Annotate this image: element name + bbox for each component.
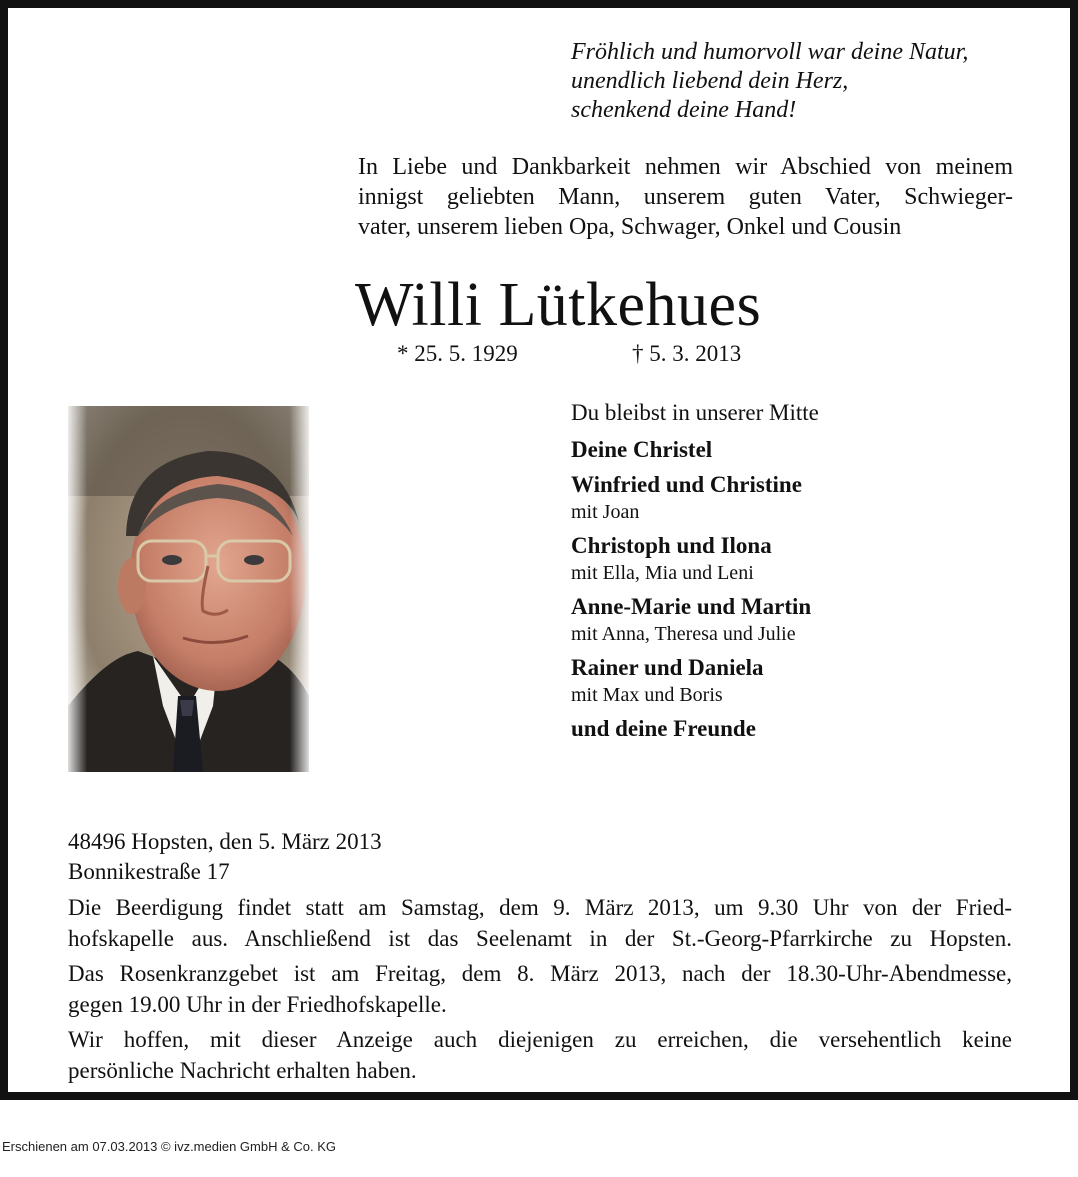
notice-paragraph bbox=[68, 1024, 1012, 1086]
mourner-children: mit Max und Boris bbox=[571, 684, 723, 706]
mourner-name: Rainer und Daniela bbox=[571, 655, 764, 680]
portrait-photo bbox=[68, 406, 309, 772]
mourner-children: mit Ella, Mia und Leni bbox=[571, 562, 754, 584]
poem-line: Fröhlich und humorvoll war deine Natur, bbox=[571, 39, 969, 65]
paragraph-line: persönliche Nachricht erhalten haben. bbox=[68, 1058, 417, 1083]
place-date: 48496 Hopsten, den 5. März 2013 bbox=[68, 829, 382, 854]
publication-footer: Erschienen am 07.03.2013 © ivz.medien GmbH & Co. KG bbox=[2, 1139, 337, 1154]
mourner-group bbox=[571, 593, 819, 647]
death-date: † 5. 3. 2013 bbox=[632, 341, 742, 366]
mourner-name: Christoph und Ilona bbox=[571, 533, 772, 558]
paragraph-line: Das Rosenkranzgebet ist am Freitag, dem 8. März 2013, nach der 18.30-Uhr-Abendmesse, bbox=[68, 961, 1012, 986]
mourner-group bbox=[571, 532, 819, 586]
deceased-name: Willi Lütkehues bbox=[355, 271, 762, 339]
mourner-name: und deine Freunde bbox=[571, 716, 756, 741]
intro-line: innigst geliebten Mann, unserem guten Vater, Schwieger- bbox=[358, 184, 1013, 210]
funeral-info-paragraph bbox=[68, 892, 1012, 954]
intro-line: vater, unserem lieben Opa, Schwager, Onkel und Cousin bbox=[358, 214, 902, 240]
tagline: Du bleibst in unserer Mitte bbox=[571, 400, 819, 425]
paragraph-line: hofskapelle aus. Anschließend ist das Seelenamt in der St.-Georg-Pfarrkirche zu Hopsten. bbox=[68, 926, 1012, 951]
mourner-group bbox=[571, 654, 819, 708]
poem-verse bbox=[571, 38, 968, 125]
intro-text bbox=[358, 152, 1013, 242]
mourner-group bbox=[571, 471, 819, 525]
street-address: Bonnikestraße 17 bbox=[68, 859, 230, 884]
paragraph-line: Wir hoffen, mit dieser Anzeige auch diejenigen zu erreichen, die versehentlich keine bbox=[68, 1027, 1012, 1052]
mourner-name: Anne-Marie und Martin bbox=[571, 594, 812, 619]
mourner-children: mit Joan bbox=[571, 501, 640, 523]
rosary-info-paragraph bbox=[68, 958, 1012, 1020]
paragraph-line: gegen 19.00 Uhr in der Friedhofskapelle. bbox=[68, 992, 447, 1017]
paragraph-line: Die Beerdigung findet statt am Samstag, dem 9. März 2013, um 9.30 Uhr von der Fried- bbox=[68, 895, 1012, 920]
mourner-group bbox=[571, 436, 819, 464]
poem-line: schenkend deine Hand! bbox=[571, 97, 797, 123]
mourner-name: Winfried und Christine bbox=[571, 472, 802, 497]
location-block bbox=[68, 827, 382, 887]
mourners-list bbox=[571, 398, 819, 750]
intro-line: In Liebe und Dankbarkeit nehmen wir Abschied von meinem bbox=[358, 154, 1013, 180]
mourner-name: Deine Christel bbox=[571, 437, 713, 462]
mourner-children: mit Anna, Theresa und Julie bbox=[571, 623, 796, 645]
poem-line: unendlich liebend dein Herz, bbox=[571, 68, 849, 94]
birth-date: * 25. 5. 1929 bbox=[397, 341, 518, 366]
mourner-group bbox=[571, 715, 819, 743]
